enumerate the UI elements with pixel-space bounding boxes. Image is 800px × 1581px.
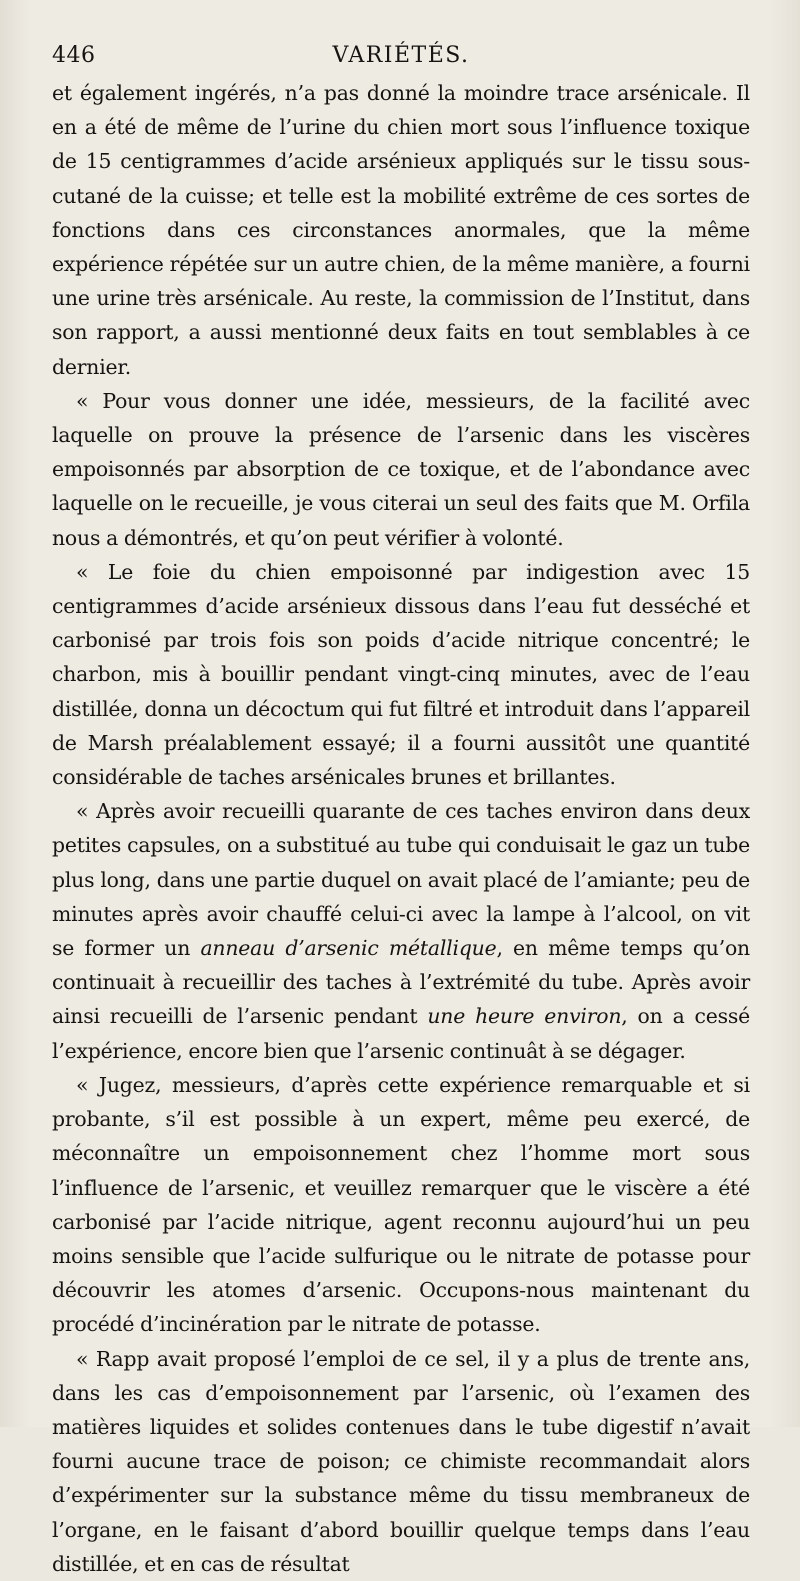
text-run: « Après avoir recueilli quarante de ces taches environ dans deux petites capsules, on a substitué au tube qui conduisait le gaz un tube plus long, dans une partie duquel on avait placé de l’amiante; peu de minutes après avoir chauffé celui-ci avec la lampe à l’alcool, on vit se former un [52, 799, 750, 961]
text-run: et également ingérés, n’a pas donné la moindre trace arsénicale. Il en a été de même de l’urine du chien mort sous l’influence toxique de 15 centigrammes d’acide arsénieux appliqués sur le tissu sous-cutané de la cuisse; et telle est la mobilité extrême de ces sortes de fonctions dans ces circonstances anormales, que la même expérience répétée sur un autre chien, de la même manière, a fourni une urine très arsénicale. Au reste, la commission de l’Institut, dans son rapport, a aussi mentionné deux faits en tout semblables à ce dernier. [52, 81, 750, 379]
paragraph [52, 555, 750, 794]
text-run: « Pour vous donner une idée, messieurs, de la facilité avec laquelle on prouve la présence de l’arsenic dans les viscères empoisonnés par absorption de ce toxique, et de l’abondance avec laquelle on le recueille, je vous citerai un seul des faits que M. Orfila nous a démontrés, et qu’on peut vérifier à volonté. [52, 388, 750, 550]
text-run: , on a cessé l’expérience, encore bien que l’arsenic continuât à se dégager. [52, 1004, 751, 1063]
text-run: « Le foie du chien empoisonné par indigestion avec 15 centigrammes d’acide arsénieux dissous dans l’eau fut desséché et carbonisé par trois fois son poids d’acide nitrique concentré; le charbon, mis à bouillir pendant vingt-cinq minutes, avec de l’eau distillée, donna un décoctum qui fut filtré et introduit dans l’appareil de Marsh préalablement essayé; il a fourni aussitôt une quantité considérable de taches arsénicales brunes et brillantes. [52, 559, 750, 790]
italic-phrase: une heure environ [427, 1004, 622, 1029]
body-text [52, 76, 750, 1581]
paragraph [52, 1068, 750, 1342]
running-title: VARIÉTÉS. [332, 43, 470, 68]
running-head [52, 36, 750, 76]
italic-phrase: anneau d’arsenic métallique [200, 936, 497, 961]
text-run: , en même temps qu’on continuait à recueillir des taches à l’extrémité du tube. Après avoir ainsi recueilli de l’arsenic pendant [52, 936, 750, 1029]
paragraph [52, 76, 750, 384]
paragraph [52, 1342, 750, 1581]
text-run: « Jugez, messieurs, d’après cette expérience remarquable et si probante, s’il est possible à un expert, même peu exercé, de méconnaître un empoisonnement chez l’homme mort sous l’influence de l’arsenic, et veuillez remarquer que le viscère a été carbonisé par l’acide nitrique, agent reconnu aujourd’hui un peu moins sensible que l’acide sulfurique ou le nitrate de potasse pour découvrir les atomes d’arsenic. Occupons-nous maintenant du procédé d’incinération par le nitrate de potasse. [52, 1072, 750, 1337]
paragraph [52, 794, 750, 1068]
paragraph [52, 384, 750, 555]
text-run: « Rapp avait proposé l’emploi de ce sel, il y a plus de trente ans, dans les cas d’empoisonnement par l’arsenic, où l’examen des matières liquides et solides contenues dans le tube digestif n’avait fourni aucune trace de poison; ce chimiste recommandait alors d’expérimenter sur la substance même du tissu membraneux de l’organe, en le faisant d’abord bouillir quelque temps dans l’eau distillée, et en cas de résultat [52, 1346, 750, 1576]
page-number: 446 [52, 43, 96, 68]
